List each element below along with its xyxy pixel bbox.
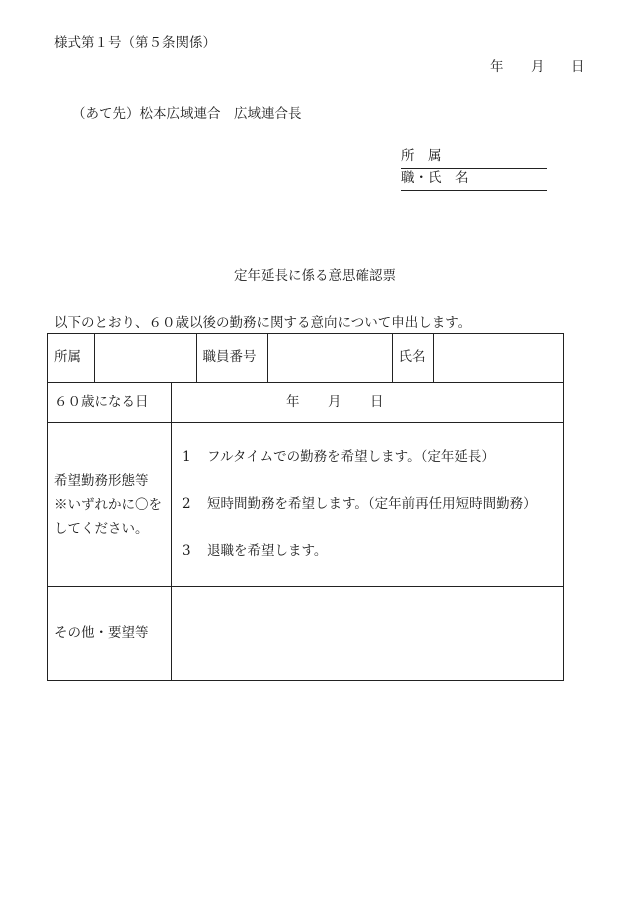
- applicant-name-label: 職・氏 名: [401, 170, 469, 186]
- option-retire[interactable]: [178, 528, 557, 575]
- other-requests-input[interactable]: [172, 587, 564, 681]
- age60-month-label: 月: [328, 393, 342, 410]
- option-full-time[interactable]: [178, 434, 557, 481]
- document-title: 定年延長に係る意思確認票: [234, 268, 396, 284]
- age60-label: ６０歳になる日: [48, 383, 172, 423]
- employee-number-input[interactable]: [267, 334, 392, 382]
- work-style-label-line-2: ※いずれかに〇を: [54, 496, 162, 513]
- date-day-label: 日: [571, 59, 585, 75]
- age60-year-label: 年: [286, 393, 300, 410]
- option-2-text: 短時間勤務を希望します。（定年前再任用短時間勤務）: [207, 496, 537, 512]
- option-3-number: 3: [182, 543, 191, 559]
- option-3-text: 退職を希望します。: [207, 543, 328, 559]
- work-style-label-line-3: してください。: [54, 520, 149, 537]
- age60-date-field[interactable]: [172, 383, 564, 423]
- other-requests-label: その他・要望等: [48, 587, 172, 681]
- name-input[interactable]: [433, 334, 564, 382]
- affiliation-input[interactable]: [94, 334, 196, 382]
- option-2-number: 2: [182, 496, 191, 512]
- addressee: （あて先）松本広域連合 広域連合長: [72, 106, 302, 122]
- date-month-label: 月: [531, 59, 545, 75]
- work-style-options: [172, 423, 564, 587]
- work-style-label-line-1: 希望勤務形態等: [54, 472, 149, 489]
- work-style-label: [48, 423, 172, 587]
- applicant-affiliation-field[interactable]: [401, 150, 547, 169]
- option-1-text: フルタイムでの勤務を希望します。（定年延長）: [207, 449, 495, 465]
- name-label: 氏名: [392, 334, 433, 382]
- affiliation-label: 所属: [48, 334, 94, 382]
- applicant-name-field[interactable]: [401, 172, 547, 191]
- age60-day-label: 日: [370, 393, 384, 410]
- intention-form-table: [47, 333, 564, 681]
- header-row: [48, 334, 564, 383]
- option-1-number: 1: [182, 449, 191, 465]
- form-number: 様式第１号（第５条関係）: [54, 35, 216, 51]
- applicant-affiliation-label: 所 属: [401, 148, 442, 164]
- intro-text: 以下のとおり、６０歳以後の勤務に関する意向について申出します。: [54, 315, 472, 331]
- employee-number-label: 職員番号: [196, 334, 267, 382]
- option-short-time[interactable]: [178, 481, 557, 528]
- date-year-label: 年: [490, 59, 504, 75]
